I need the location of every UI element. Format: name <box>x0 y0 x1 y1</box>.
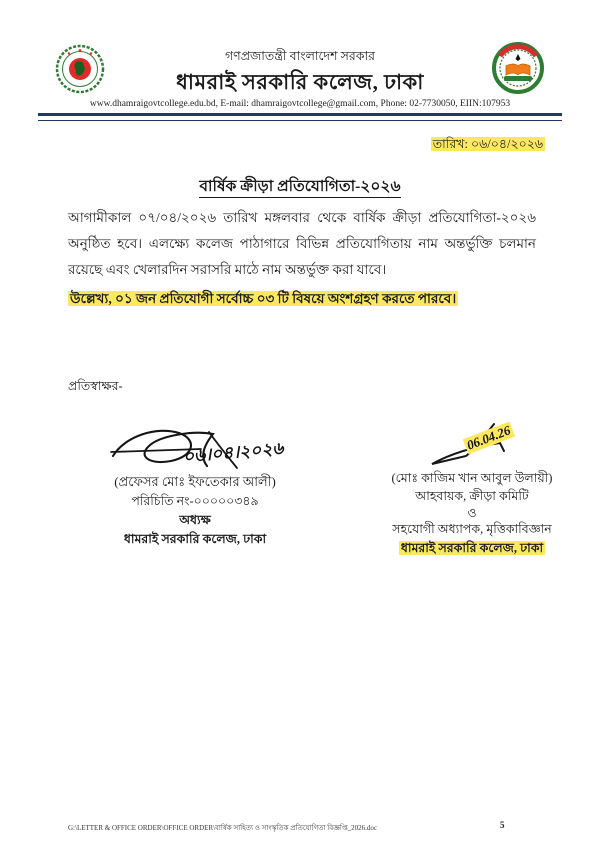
government-line: গণপ্রজাতন্ত্রী বাংলাদেশ সরকার <box>224 49 376 63</box>
note-highlight: উল্লেখ্য, ০১ জন প্রতিযোগী সর্বোচ্চ ০৩ টি বিষয়ে অংশগ্রহণ করতে পারবে। <box>70 291 457 306</box>
date-highlight: তারিখ: ০৬/০৪/২০২৬ <box>432 137 543 151</box>
header-contact-line: www.dhamraigovtcollege.edu.bd, E-mail: dhamraigovtcollege@gmail.com, Phone: 02-7730050, EIIN:107953 <box>89 99 511 109</box>
convener-role-line1: আহবায়ক, ক্রীড়া কমিটি <box>415 489 529 503</box>
countersign-label: প্রতিস্বাক্ষর- <box>68 379 123 393</box>
header-divider-rule <box>38 113 562 121</box>
notice-date <box>431 136 545 156</box>
convener-name: (মোঃ কাজিম খান আবুল উলায়ী) <box>391 471 553 485</box>
notice-note-line <box>68 288 458 311</box>
footer-file-path: G:\LETTER & OFFICE ORDER\OFFICE ORDER\বার্ষিক সাহিত্য ও সাংস্কৃতিক প্রতিযোগিতা বিজ্ঞপ্তি_2026.doc <box>68 824 378 832</box>
convener-conjunction: ও <box>467 506 477 520</box>
principal-designation: অধ্যক্ষ <box>179 513 211 527</box>
college-name: ধামরাই সরকারি কলেজ, ঢাকা <box>176 70 424 94</box>
principal-handwritten-date: ০৬।০৪।২০২৬ <box>182 438 285 467</box>
convener-institution <box>372 540 572 560</box>
institution-highlight: ধামরাই সরকারি কলেজ, ঢাকা <box>400 541 544 555</box>
convener-signature-block <box>372 420 572 560</box>
notice-body-paragraph: আগামীকাল ০৭/০৪/২০২৬ তারিখ মঙ্গলবার থেকে বার্ষিক ক্রীড়া প্রতিযোগিতা-২০২৬ অনুষ্ঠিত হবে। এলক্ষ্যে কলেজ পাঠাগারে বিভিন্ন প্রতিযোগিতায় নাম অন্তর্ভুক্তি চলমান রয়েছে এবং খেলারদিন সরাসরি মাঠে নাম অন্তর্ভুক্ত করা যাবে। <box>68 210 536 277</box>
principal-name: (প্রফেসর মোঃ ইফতেকার আলী) <box>114 474 276 489</box>
footer-page-number: 5 <box>500 820 505 830</box>
principal-signature-block <box>95 420 295 560</box>
convener-role-line2: সহযোগী অধ্যাপক, মৃত্তিকাবিজ্ঞান <box>392 522 552 536</box>
principal-institution: ধামরাই সরকারি কলেজ, ঢাকা <box>123 532 267 546</box>
principal-id-number: পরিচিতি নং-০০০০০৩৪৯ <box>131 494 259 508</box>
convener-handwritten-date: 06.04.26 <box>463 422 515 455</box>
notice-title: বার্ষিক ক্রীড়া প্রতিযোগিতা-২০২৬ <box>0 174 600 200</box>
